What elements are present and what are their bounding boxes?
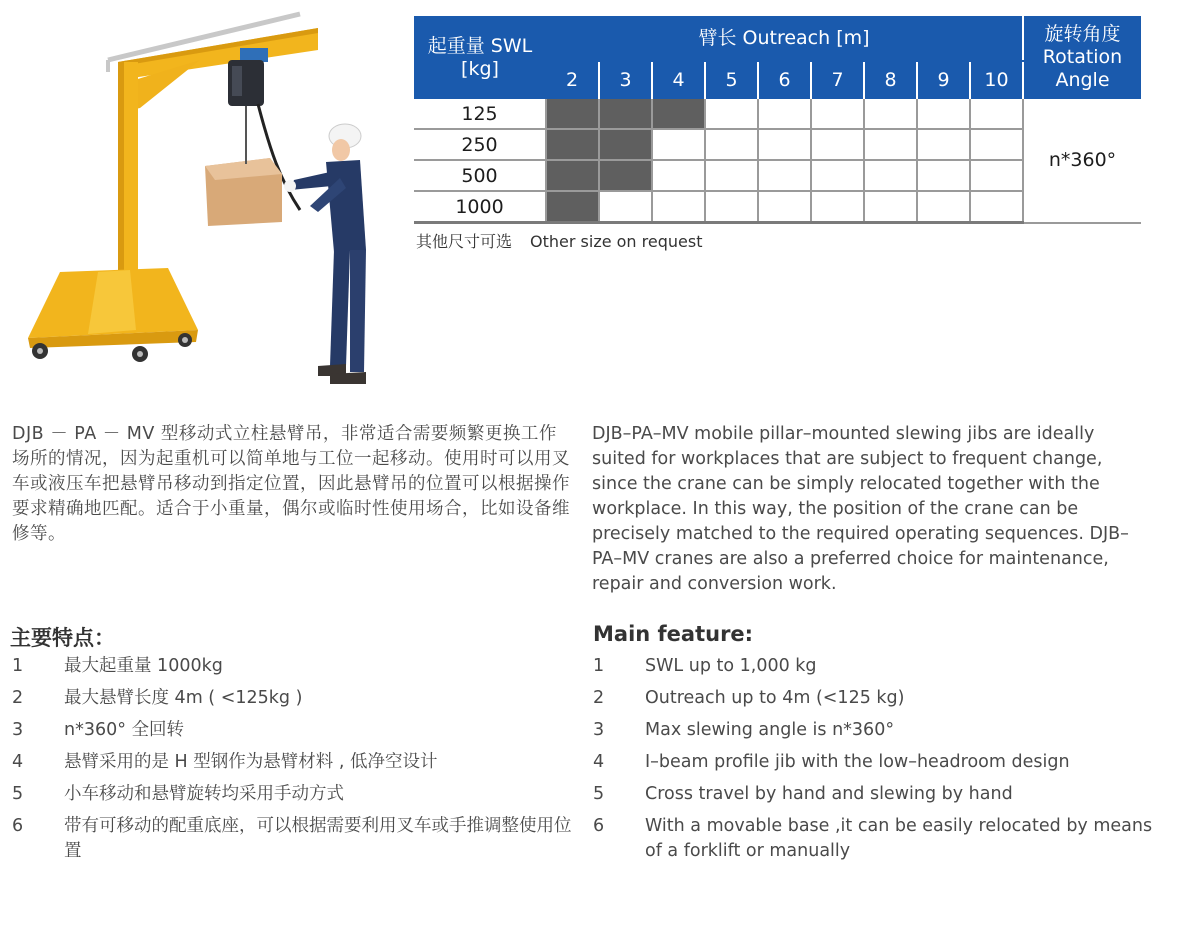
- outreach-value-9: 9: [917, 61, 970, 99]
- spec-table: [414, 16, 1141, 224]
- capacity-cell-empty: [811, 129, 864, 160]
- features-title-en: Main feature:: [593, 622, 754, 646]
- feature-item: 4 悬臂采用的是 H 型钢作为悬臂材料 , 低净空设计: [12, 752, 438, 772]
- feature-item: 4 I–beam profile jib with the low–headroom design: [593, 752, 1070, 772]
- capacity-cell-filled: [599, 99, 652, 129]
- outreach-header: 臂长 Outreach [m]: [546, 16, 1023, 61]
- outreach-value-2: 2: [546, 61, 599, 99]
- description-en: DJB–PA–MV mobile pillar–mounted slewing jibs are ideally suited for workplaces that are subject to frequent change, since the crane can be simply relocated together with the workplace. In this way, the position of the crane can be precisely matched to the required operating sequences. DJB–PA–MV cranes are also a preferred choice for maintenance, repair and conversion work.: [592, 424, 1129, 594]
- features-list-zh: [12, 654, 572, 871]
- capacity-cell-empty: [970, 160, 1023, 191]
- capacity-cell-empty: [758, 191, 811, 223]
- outreach-value-6: 6: [758, 61, 811, 99]
- capacity-cell-filled: [599, 160, 652, 191]
- load-value: 1000: [414, 191, 546, 223]
- feature-item: 3 n*360° 全回转: [12, 720, 185, 740]
- capacity-cell-empty: [864, 191, 917, 223]
- rotation-header-en: Rotation Angle: [1042, 46, 1123, 91]
- features-list-en: [593, 654, 1153, 871]
- load-value: 500: [414, 160, 546, 191]
- capacity-cell-empty: [917, 160, 970, 191]
- capacity-cell-filled: [546, 160, 599, 191]
- size-note-zh: 其他尺寸可选: [416, 232, 513, 251]
- capacity-cell-filled: [599, 129, 652, 160]
- features-title-zh: 主要特点：: [10, 626, 115, 650]
- feature-item: 6 带有可移动的配重底座，可以根据需要利用叉车或手推调整使用位置: [12, 816, 572, 861]
- outreach-value-4: 4: [652, 61, 705, 99]
- capacity-cell-empty: [652, 160, 705, 191]
- outreach-value-7: 7: [811, 61, 864, 99]
- capacity-cell-empty: [758, 99, 811, 129]
- load-value: 125: [414, 99, 546, 129]
- feature-item: 6 With a movable base ,it can be easily relocated by means of a forklift or manually: [593, 816, 1153, 861]
- capacity-cell-empty: [811, 191, 864, 223]
- capacity-cell-empty: [758, 160, 811, 191]
- capacity-cell-empty: [705, 129, 758, 160]
- size-note-en: Other size on request: [530, 232, 703, 251]
- capacity-cell-empty: [970, 99, 1023, 129]
- feature-item: 5 Cross travel by hand and slewing by hand: [593, 784, 1013, 804]
- capacity-cell-empty: [599, 191, 652, 223]
- capacity-cell-empty: [917, 191, 970, 223]
- size-note: [416, 229, 720, 252]
- feature-item: 1 SWL up to 1,000 kg: [593, 656, 817, 676]
- capacity-cell-filled: [652, 99, 705, 129]
- capacity-cell-filled: [546, 129, 599, 160]
- outreach-value-3: 3: [599, 61, 652, 99]
- rotation-header-zh: 旋转角度: [1044, 23, 1121, 45]
- capacity-cell-empty: [917, 99, 970, 129]
- crane: [28, 14, 318, 362]
- capacity-cell-empty: [652, 129, 705, 160]
- capacity-cell-empty: [705, 99, 758, 129]
- rotation-header: [1023, 16, 1141, 99]
- feature-item: 2 Outreach up to 4m (<125 kg): [593, 688, 905, 708]
- operator: [284, 124, 366, 384]
- feature-item: 5 小车移动和悬臂旋转均采用手动方式: [12, 784, 344, 804]
- feature-item: 3 Max slewing angle is n*360°: [593, 720, 895, 740]
- outreach-value-8: 8: [864, 61, 917, 99]
- rotation-value: n*360°: [1023, 99, 1141, 223]
- capacity-cell-filled: [546, 191, 599, 223]
- capacity-cell-empty: [970, 129, 1023, 160]
- feature-item: 2 最大悬臂长度 4m ( <125kg ): [12, 688, 303, 708]
- capacity-cell-empty: [705, 191, 758, 223]
- feature-item: 1 最大起重量 1000kg: [12, 656, 223, 676]
- capacity-cell-empty: [917, 129, 970, 160]
- load-value: 250: [414, 129, 546, 160]
- capacity-cell-empty: [811, 160, 864, 191]
- swl-header-unit: [kg]: [461, 57, 499, 80]
- outreach-value-10: 10: [970, 61, 1023, 99]
- description-zh: DJB － PA － MV 型移动式立柱悬臂吊，非常适合需要频繁更换工作场所的情况，因为起重机可以简单地与工位一起移动。使用时可以用叉车或液压车把悬臂吊移动到指定位置，因此悬臂吊的位置可以根据操作要求精确地匹配。适合于小重量，偶尔或临时性使用场合，比如设备维修等。: [12, 424, 570, 544]
- capacity-cell-empty: [864, 129, 917, 160]
- crane-illustration: [0, 0, 400, 400]
- capacity-cell-empty: [652, 191, 705, 223]
- table-row: [414, 99, 1141, 129]
- capacity-cell-empty: [811, 99, 864, 129]
- swl-header: [414, 16, 546, 99]
- capacity-cell-empty: [864, 160, 917, 191]
- capacity-cell-empty: [970, 191, 1023, 223]
- capacity-cell-empty: [864, 99, 917, 129]
- outreach-value-5: 5: [705, 61, 758, 99]
- spec-table-body: [414, 99, 1141, 223]
- swl-header-label: 起重量 SWL: [427, 34, 533, 57]
- capacity-cell-empty: [758, 129, 811, 160]
- capacity-cell-filled: [546, 99, 599, 129]
- capacity-cell-empty: [705, 160, 758, 191]
